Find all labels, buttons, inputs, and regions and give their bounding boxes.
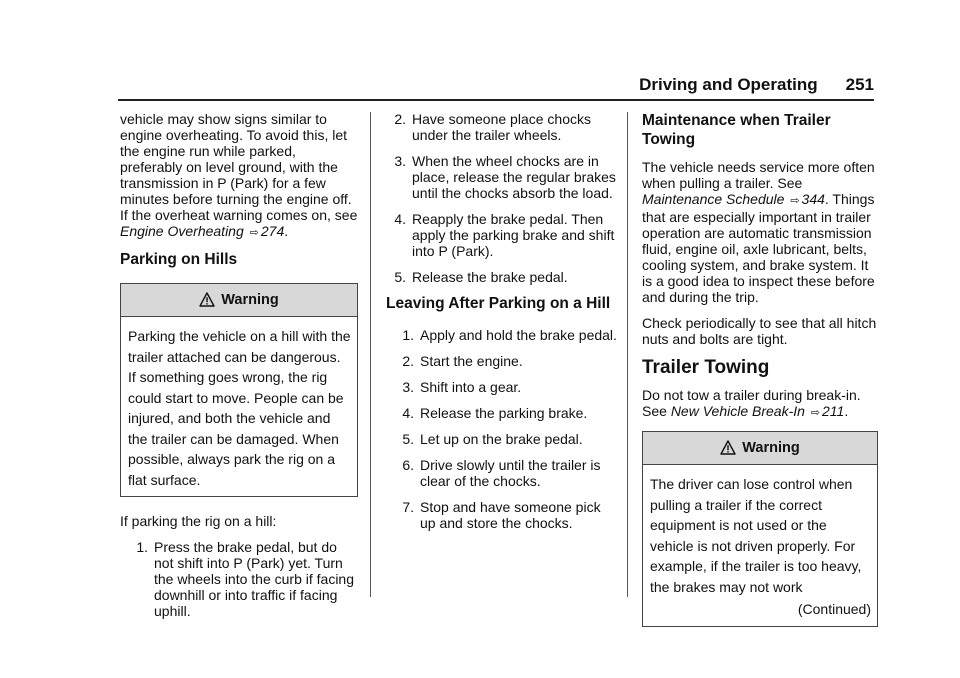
warning-title: Warning (742, 440, 800, 456)
list-item: 4. Reapply the brake pedal. Then apply the parking brake and shift into P (Park). (394, 211, 615, 259)
warning-body: The driver can lose control when pulling a trailer if the correct equipment is not used or the vehicle is not driven properly. For example, if the trailer is too heavy, the brakes may not work (Continued) (643, 465, 877, 626)
list-item: 3. When the wheel chocks are in place, release the regular brakes until the chocks absorb the load. (394, 153, 616, 201)
lead-text: If parking the rig on a hill: (120, 513, 277, 529)
list-item: 6. Drive slowly until the trailer is clear of the chocks. (402, 457, 601, 489)
cross-reference-page[interactable]: 274 (260, 223, 285, 239)
cross-reference[interactable]: Engine Overheating (120, 223, 244, 239)
warning-body: Parking the vehicle on a hill with the trailer attached can be dangerous. If something goes wrong, the rig could start to move. People can be injured, and both the vehicle and the trailer can be damaged. When possible, always park the rig on a flat surface. (128, 328, 351, 488)
section-heading: Parking on Hills (120, 251, 238, 268)
page-header (639, 74, 874, 96)
cross-reference[interactable]: New Vehicle Break-In (670, 403, 805, 419)
maintenance-paragraph: The vehicle needs service more often when pulling a trailer. See Maintenance Schedule ⇨ 344. Things that are especially important in trailer operation are automatic transmission fluid, engine oil, axle lubricant, belts, cooling system, and brake system. It is a good idea to inspect these before and during the trip. (642, 159, 875, 305)
warning-header (643, 432, 877, 465)
column-1 (120, 111, 358, 629)
page-ref-icon: ⇨ (790, 195, 800, 207)
warning-box (642, 431, 878, 627)
list-item: 5. Let up on the brake pedal. (402, 431, 583, 447)
warning-title: Warning (221, 292, 279, 308)
warning-icon (720, 440, 736, 456)
section-heading: Maintenance when Trailer Towing (642, 112, 831, 148)
list-item: 1. Press the brake pedal, but do not shift into P (Park) yet. Turn the wheels into the curb if facing downhill or into traffic if facing uphill. (136, 539, 355, 619)
page-ref-icon: ⇨ (810, 407, 821, 419)
continued-label: (Continued) (797, 601, 871, 617)
cross-reference-page[interactable]: 211 (822, 403, 845, 419)
cross-reference[interactable]: Maintenance Schedule (642, 191, 785, 207)
list-item: 2. Have someone place chocks under the trailer wheels. (394, 111, 591, 143)
section-title: Driving and Operating (639, 75, 818, 94)
step-list (386, 111, 618, 285)
break-in-paragraph: Do not tow a trailer during break-in. See New Vehicle Break-In ⇨ 211. (642, 387, 861, 419)
list-item: 4. Release the parking brake. (402, 405, 588, 421)
header-rule (118, 99, 874, 101)
cross-reference-page[interactable]: 344 (801, 191, 825, 207)
warning-box (120, 283, 358, 497)
list-item: 2. Start the engine. (402, 353, 523, 369)
column-divider-2 (627, 112, 628, 597)
step-list (120, 539, 358, 619)
warning-icon (199, 292, 215, 308)
list-item: 3. Shift into a gear. (402, 379, 522, 395)
list-item: 1. Apply and hold the brake pedal. (402, 327, 617, 343)
check-paragraph: Check periodically to see that all hitch nuts and bolts are tight. (642, 315, 877, 347)
list-item: 7. Stop and have someone pick up and store the chocks. (402, 499, 601, 531)
warning-header (121, 284, 357, 317)
section-heading: Leaving After Parking on a Hill (386, 295, 611, 312)
list-item: 5. Release the brake pedal. (394, 269, 568, 285)
section-title-large: Trailer Towing (642, 357, 770, 378)
page-number: 251 (845, 75, 874, 94)
column-3 (642, 111, 878, 643)
column-divider-1 (370, 112, 371, 597)
intro-paragraph: vehicle may show signs similar to engine overheating. To avoid this, let the engine run while parked, preferably on level ground, with the transmission in P (Park) for a few minutes before turning the engine off. If the overheat warning comes on, see Engine Overheating ⇨ 274. (120, 111, 358, 239)
page-ref-icon: ⇨ (249, 227, 259, 239)
column-2 (386, 111, 618, 541)
step-list (386, 327, 618, 531)
